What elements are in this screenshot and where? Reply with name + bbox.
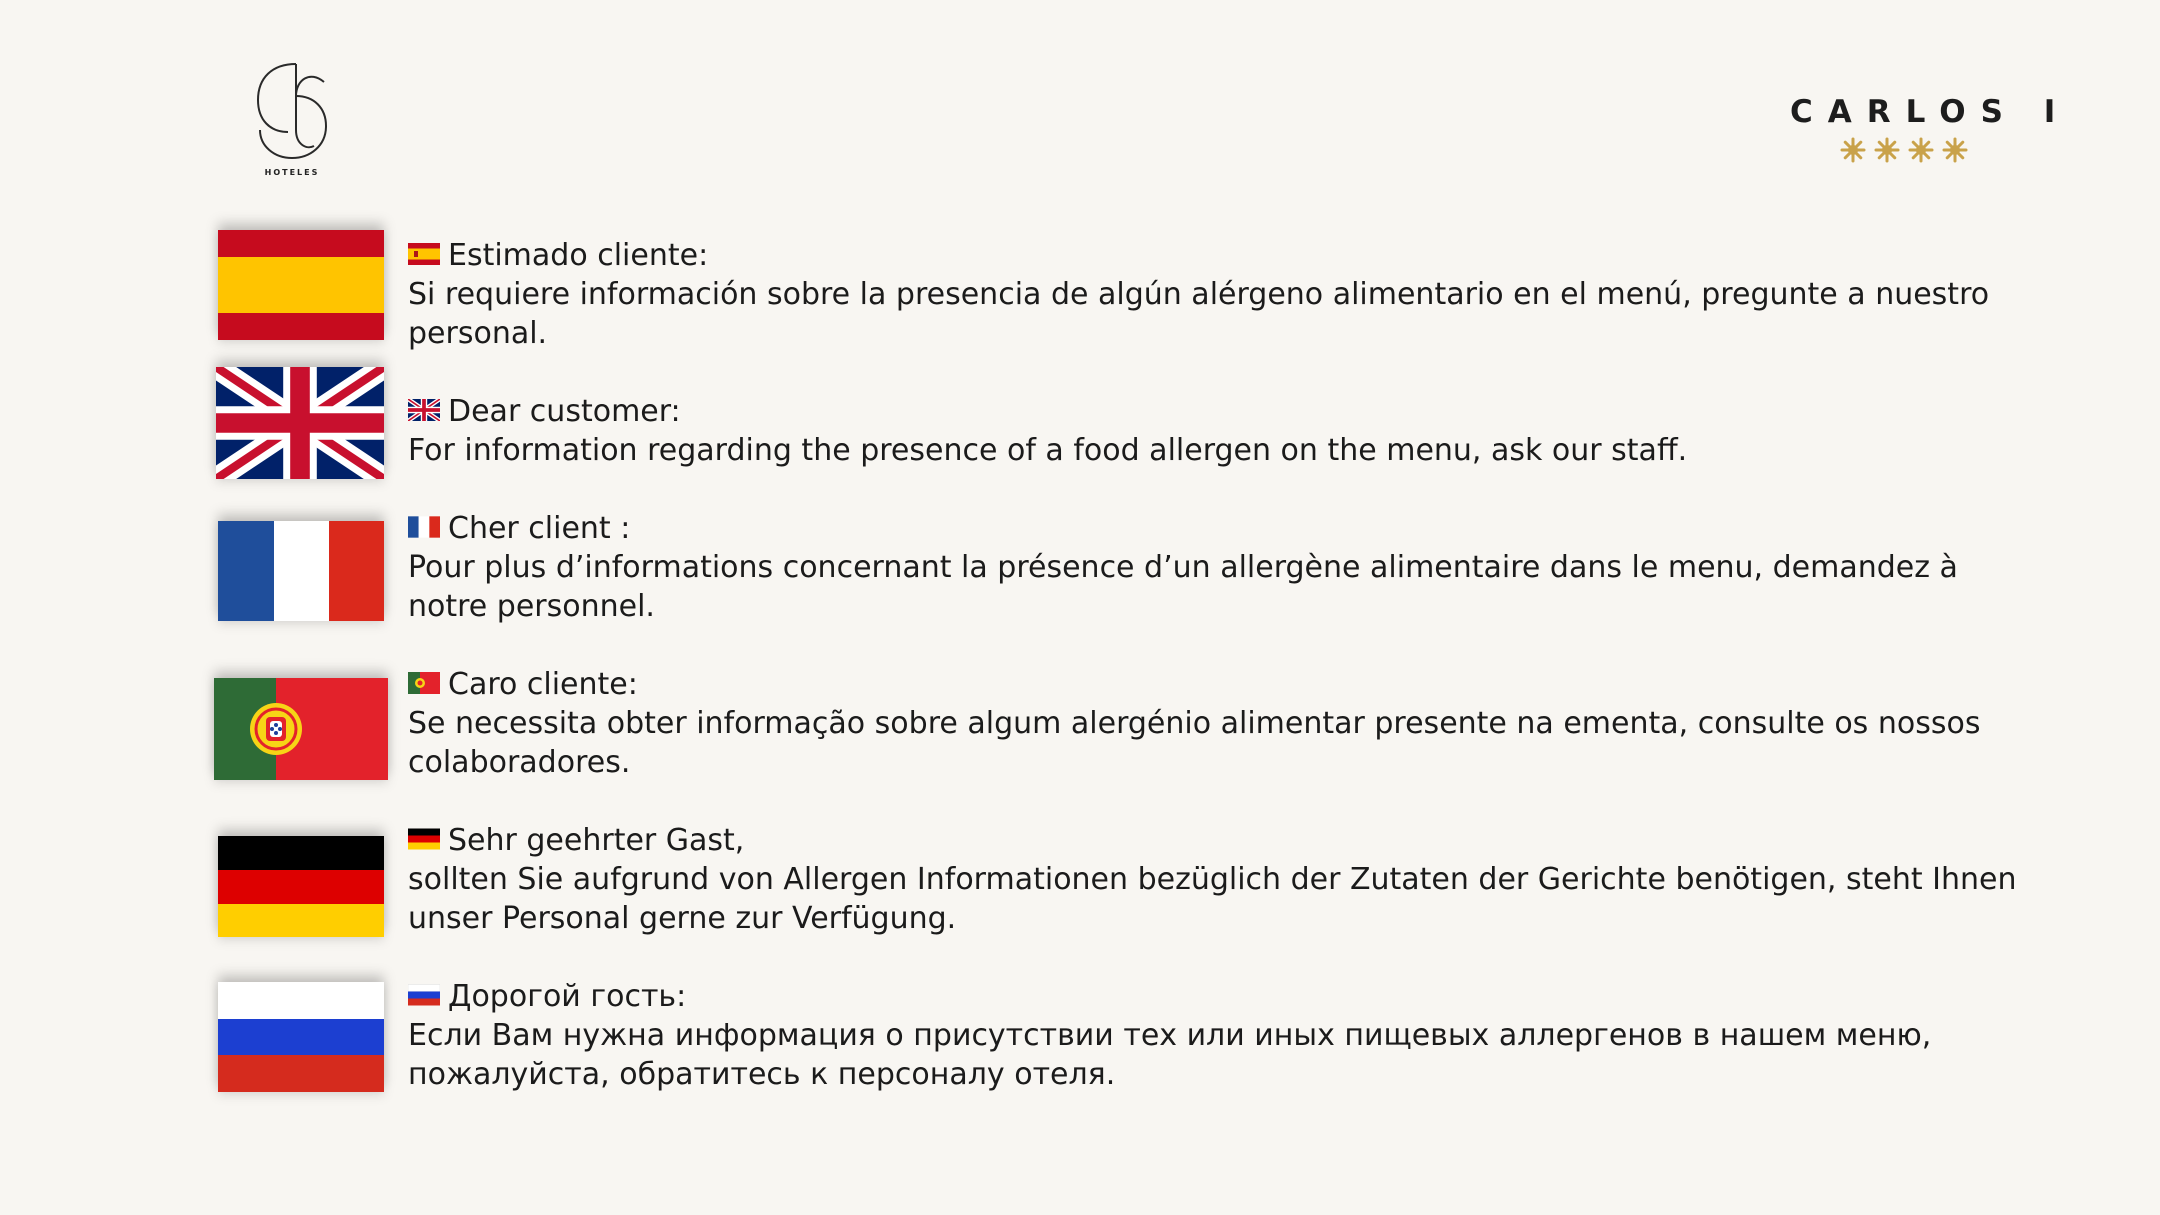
greeting-text: Dear customer:	[448, 394, 681, 429]
greeting-text: Caro cliente:	[448, 667, 638, 702]
notice-message: Se necessita obter informação sobre algum alergénio alimentar presente na ementa, consulte os nossos colaboradores.	[408, 706, 1981, 780]
greeting-text: Cher client :	[448, 511, 631, 546]
greeting-line	[408, 977, 2028, 1016]
greeting-text: Дорогой гость:	[448, 979, 687, 1014]
notice-message: For information regarding the presence of a food allergen on the menu, ask our staff.	[408, 433, 1688, 468]
russia-flag-icon	[218, 982, 384, 1092]
notice-message: Si requiere información sobre la presencia de algún alérgeno alimentario en el menú, pregunte a nuestro personal.	[408, 277, 1990, 351]
france-flag-icon	[218, 521, 384, 621]
germany-mini-flag-icon	[408, 828, 440, 850]
uk-mini-flag-icon	[408, 399, 440, 421]
notice-message: Если Вам нужна информация о присутствии тех или иных пищевых аллергенов в нашем меню, пожалуйста, обратитесь к персоналу отеля.	[408, 1018, 1932, 1092]
greeting-line	[408, 821, 2028, 860]
notice-message: Pour plus d’informations concernant la présence d’un allergène alimentaire dans le menu, demandez à notre personnel.	[408, 550, 1958, 624]
portugal-mini-flag-icon	[408, 672, 440, 694]
notice-message: sollten Sie aufgrund von Allergen Informationen bezüglich der Zutaten der Gerichte benötigen, steht Ihnen unser Personal gerne zur Verfügung.	[408, 862, 2017, 936]
greeting-line	[408, 392, 2028, 431]
greeting-line	[408, 509, 2028, 548]
greeting-line	[408, 236, 2028, 275]
russia-mini-flag-icon	[408, 984, 440, 1006]
spain-mini-flag-icon	[408, 243, 440, 265]
greeting-text: Sehr geehrter Gast,	[448, 823, 745, 858]
greeting-text: Estimado cliente:	[448, 238, 709, 273]
logo-text: HOTELES	[264, 168, 320, 177]
uk-flag-icon	[216, 367, 384, 479]
spain-flag-icon	[218, 230, 384, 340]
france-mini-flag-icon	[408, 516, 440, 538]
greeting-line	[408, 665, 2028, 704]
brand-name: CARLOS I	[1790, 94, 2071, 130]
germany-flag-icon	[218, 836, 384, 937]
portugal-flag-icon	[214, 678, 388, 780]
